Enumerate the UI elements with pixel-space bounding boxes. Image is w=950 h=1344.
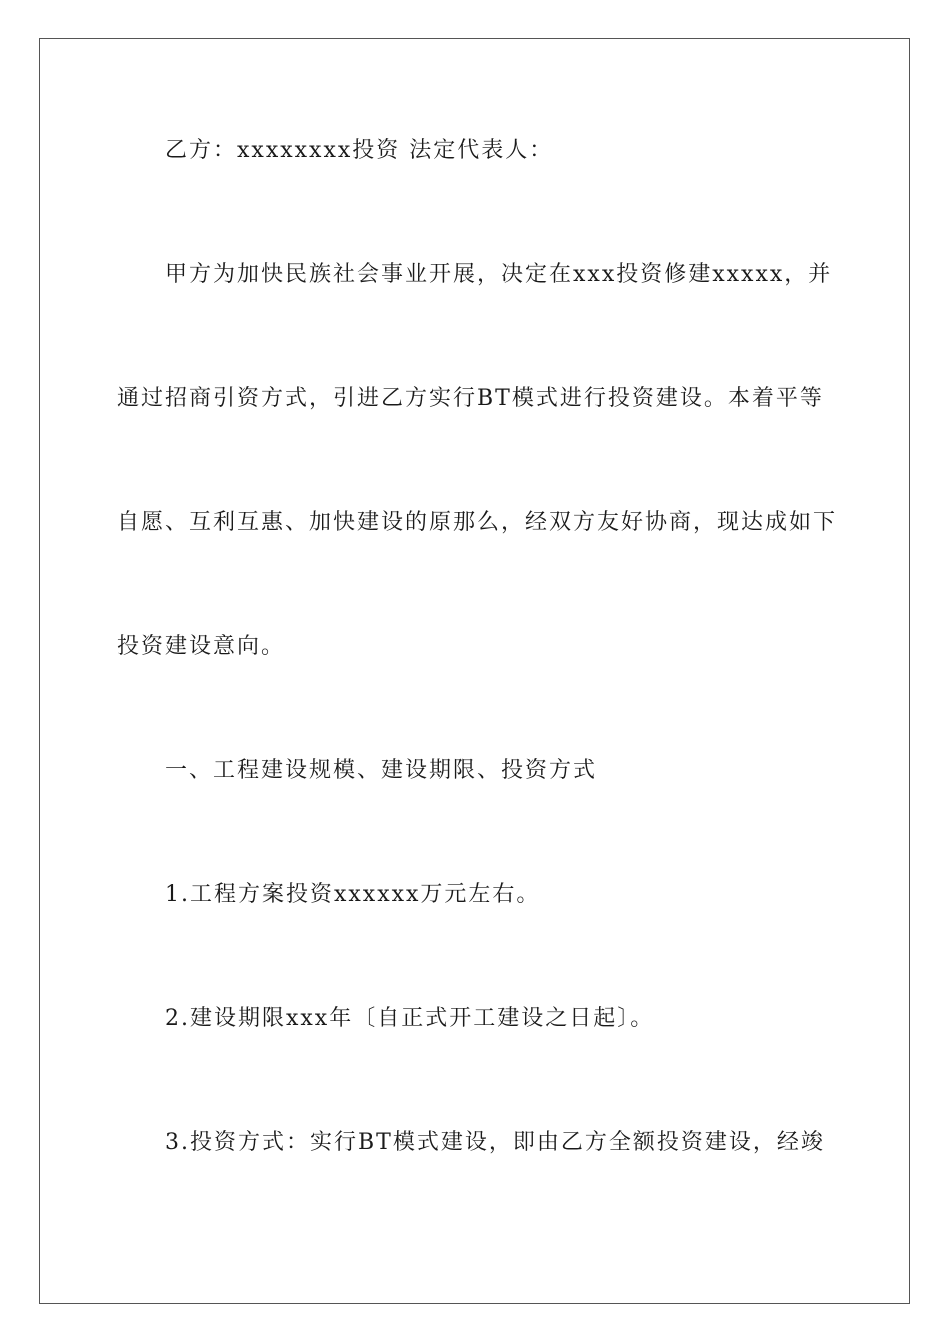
clause-3: 3.投资方式：实行BT模式建设，即由乙方全额投资建设，经竣 (165, 1130, 825, 1155)
paragraph-intro-line-3: 自愿、互利互惠、加快建设的原那么，经双方友好协商，现达成如下 (117, 510, 838, 535)
section-heading-1: 一、工程建设规模、建设期限、投资方式 (165, 758, 598, 783)
paragraph-intro-line-2: 通过招商引资方式，引进乙方实行BT模式进行投资建设。本着平等 (117, 386, 824, 411)
paragraph-intro-line-4: 投资建设意向。 (117, 634, 286, 659)
party-b-line: 乙方：xxxxxxxx投资 法定代表人： (165, 138, 554, 163)
clause-2: 2.建设期限xxx年〔自正式开工建设之日起〕。 (165, 1006, 655, 1031)
page-border (39, 38, 910, 1304)
paragraph-intro-line-1: 甲方为加快民族社会事业开展，决定在xxx投资修建xxxxx，并 (165, 262, 833, 287)
clause-1: 1.工程方案投资xxxxxx万元左右。 (165, 882, 541, 907)
